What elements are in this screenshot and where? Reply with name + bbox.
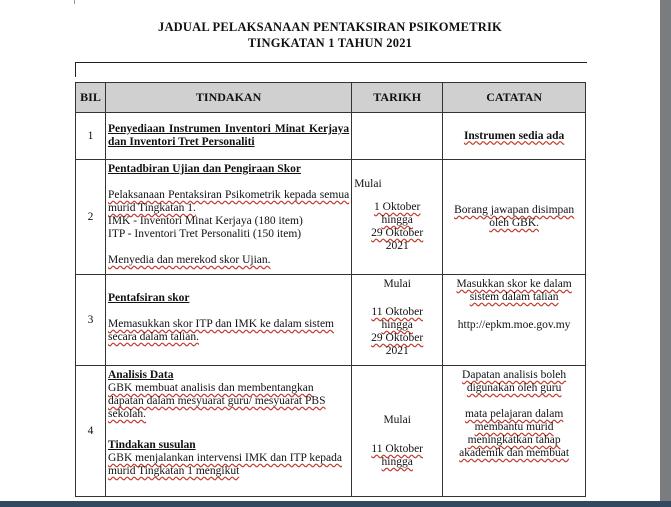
tarikh-to: 29 Oktober (371, 332, 424, 344)
row-bil: 3 (76, 275, 106, 366)
row-tarikh (352, 113, 443, 160)
header-tarikh: TARIKH (352, 83, 443, 113)
header-tindakan: TINDAKAN (105, 83, 351, 113)
row-tindakan (105, 160, 351, 275)
catatan-text-2: mata pelajaran dalam membantu murid meningkatkan tahap akademik dan membuat (459, 408, 570, 459)
tarikh-mulai: Mulai (383, 278, 411, 290)
table-header-row (76, 83, 586, 113)
tindakan-title: Pentafsiran skor (107, 292, 190, 304)
tarikh-year: 2021 (385, 240, 409, 252)
tarikh-to: 29 Oktober (371, 227, 424, 239)
tarikh-from: 11 Oktober (371, 306, 424, 318)
tarikh-hingga: hingga (381, 456, 413, 468)
table-row (76, 366, 586, 497)
tindakan-title-2: Tindakan susulan (107, 439, 196, 451)
tarikh-hingga: hingga (381, 214, 413, 226)
tindakan-paragraph: Memasukkan skor ITP dan IMK ke dalam sistem secara dalam talian. (107, 318, 335, 343)
row-bil: 2 (76, 160, 106, 275)
table-row (76, 113, 586, 160)
row-bil: 4 (76, 366, 106, 497)
tarikh-mulai: Mulai (383, 414, 411, 426)
tindakan-imk: IMK - Inventori Minat Kerjaya (180 item) (107, 215, 303, 227)
page-corner-mark (68, 0, 75, 4)
tindakan-itp: ITP - Inventori Tret Personaliti (150 item) (107, 228, 302, 240)
viewer-background (660, 0, 671, 507)
catatan-url: http://epkm.moe.gov.my (457, 319, 571, 331)
tarikh-mulai: Mulai (354, 178, 382, 190)
row-bil: 1 (76, 113, 106, 160)
tindakan-paragraph: Pelaksanaan Pentaksiran Psikometrik kepada semua murid Tingkatan 1. (107, 189, 350, 214)
table-row (76, 160, 586, 275)
tarikh-from: 1 Oktober (374, 201, 421, 213)
row-catatan (443, 366, 586, 497)
tindakan-title: Analisis Data (107, 369, 174, 381)
row-tarikh (352, 160, 443, 275)
tarikh-year: 2021 (385, 345, 409, 357)
table-frame-top (75, 62, 587, 77)
catatan-text: Masukkan skor ke dalam sistem dalam talian (456, 278, 572, 303)
row-tarikh (352, 366, 443, 497)
tindakan-title: Penyediaan Instrumen Inventori Minat Kerjaya dan Inventori Tret Personaliti (107, 123, 350, 148)
catatan-text: Instrumen sedia ada (463, 129, 565, 142)
document-subtitle: TINGKATAN 1 TAHUN 2021 (247, 36, 413, 50)
tarikh-hingga: hingga (381, 319, 413, 331)
schedule-table (75, 82, 586, 497)
row-tindakan (105, 113, 351, 160)
table-row (76, 275, 586, 366)
tindakan-paragraph: GBK membuat analisis dan membentangkan dapatan dalam mesyuarat guru/ mesyuarat PBS sekolah. (107, 382, 326, 420)
tindakan-title: Pentadbiran Ujian dan Pengiraan Skor (107, 163, 301, 175)
header-catatan: CATATAN (443, 83, 586, 113)
header-bil: BIL (76, 83, 106, 113)
row-catatan (443, 160, 586, 275)
document-title: JADUAL PELAKSANAAN PENTAKSIRAN PSIKOMETRIK (158, 20, 502, 34)
catatan-text: Borang jawapan disimpan oleh GBK. (454, 204, 575, 229)
row-tindakan (105, 275, 351, 366)
row-catatan (443, 113, 586, 160)
viewer-bottom-bar (0, 501, 671, 507)
row-tarikh (352, 275, 443, 366)
catatan-text: Dapatan analisis boleh digunakan oleh guru (462, 369, 567, 394)
tindakan-paragraph-2: Menyedia dan merekod skor Ujian. (107, 254, 271, 266)
row-tindakan (105, 366, 351, 497)
tindakan-paragraph-2: GBK menjalankan intervensi IMK dan ITP kepada murid Tingkatan 1 mengikut (107, 452, 342, 477)
tarikh-from: 11 Oktober (371, 443, 424, 455)
row-catatan (443, 275, 586, 366)
